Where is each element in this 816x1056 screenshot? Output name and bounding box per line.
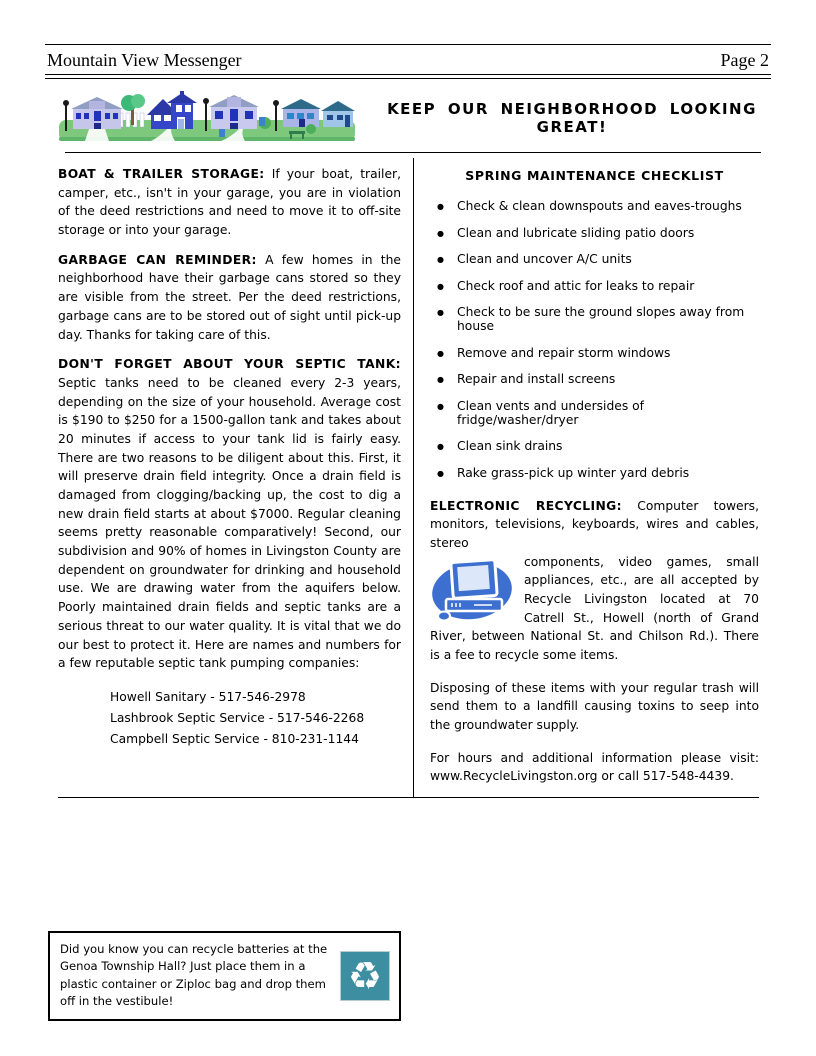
right-column (414, 158, 759, 797)
checklist-item: ● Clean and lubricate sliding patio doors (430, 226, 759, 240)
section-heading: BOAT & TRAILER STORAGE: (58, 167, 265, 181)
computer-icon (430, 555, 514, 623)
checklist-item: ● Rake grass-pick up winter yard debris (430, 466, 759, 480)
section-body-intro: Computer towers, monitors, televisions, keyboards, wires and cables, stereo (430, 498, 759, 550)
recycle-icon (340, 951, 390, 1001)
spring-maintenance-checklist (430, 199, 759, 480)
section-body: If your boat, trailer, camper, etc., isn't in your garage, you are in violation of the deed restrictions and need to move it to off-site storage or into your garage. (58, 167, 402, 238)
neighborhood-houses-illustration (59, 91, 355, 145)
masthead (45, 44, 771, 79)
checklist-item: ● Check roof and attic for leaks to repair (430, 279, 759, 293)
main-columns (58, 158, 759, 798)
banner (59, 91, 765, 145)
section-electronic-recycling (430, 497, 759, 787)
section-heading: GARBAGE CAN REMINDER: (58, 252, 257, 267)
section-heading: ELECTRONIC RECYCLING: (430, 498, 622, 513)
checklist-title: SPRING MAINTENANCE CHECKLIST (465, 168, 724, 183)
checklist-item: ● Remove and repair storm windows (430, 346, 759, 360)
recycling-paragraph-3: For hours and additional information please visit: www.RecycleLivingston.org or call 517-548-4439. (430, 750, 759, 784)
masthead-double-rule (45, 74, 771, 79)
battery-recycling-text: Did you know you can recycle batteries at the Genoa Township Hall? Just place them in a plastic container or Ziploc bag and drop them off in the vestibule! (60, 942, 328, 1009)
newsletter-title: Mountain View Messenger (47, 50, 242, 70)
septic-company: Campbell Septic Service - 810-231-1144 (110, 731, 359, 746)
checklist-item: ● Clean vents and undersides of fridge/washer/dryer (430, 399, 759, 427)
section-body: Septic tanks need to be cleaned every 2-3 years, depending on the size of your household. Average cost is $190 to $250 for a 1500-gallon tank and takes about 20 minutes if access to your tank lid is fairly easy. There are two reasons to be diligent about this. First, it will preserve drain field integrity. Once a drain field is damaged from clogging/backing up, the cost to dig a new drain field starts at about $7000. Regular cleaning seems pretty reasonable comparatively! Second, our subdivision and 90% of homes in Livingston County are dependent on groundwater for drinking and household use. We are drawing water from the aquifers below. Poorly maintained drain fields and septic tanks are a serious threat to our water quality. It is vital that we do our best to protect it. Here are names and numbers for a few reputable septic tank pumping companies: (58, 375, 401, 671)
checklist-item: ● Clean sink drains (430, 439, 759, 453)
section-body: A few homes in the neighborhood have their garbage cans stored so they are visible from the street. Per the deed restrictions, garbage cans are to be stored out of sight until pick-up day. Thanks for taking care of this. (58, 252, 401, 342)
section-heading: DON'T FORGET ABOUT YOUR SEPTIC TANK: (58, 357, 401, 372)
banner-title: KEEP OUR NEIGHBORHOOD LOOKING GREAT! (387, 100, 757, 136)
section-septic-tank (58, 355, 401, 673)
section-body-wrap: components, video games, small appliances, etc., are all accepted by Recycle Livingston located at 70 Catrell St., Howell (north of Grand River, between National St. and Chilson Rd.). There is a fee to recycle some items. (430, 554, 759, 662)
checklist-item: ● Check & clean downspouts and eaves-troughs (430, 199, 759, 213)
battery-recycling-box (48, 931, 401, 1021)
checklist-item: ● Check to be sure the ground slopes away from house (430, 305, 759, 333)
recycle-symbol: ♻ (347, 953, 383, 998)
checklist-item: ● Clean and uncover A/C units (430, 252, 759, 266)
section-garbage-can (58, 251, 401, 344)
page-number: Page 2 (720, 50, 769, 70)
septic-company-list (110, 687, 401, 750)
checklist-item: ● Repair and install screens (430, 372, 759, 386)
recycling-paragraph-2: Disposing of these items with your regular trash will send them to a landfill causing toxins to seep into the groundwater supply. (430, 680, 759, 733)
left-column (58, 158, 401, 797)
section-boat-trailer (58, 165, 401, 240)
septic-company: Howell Sanitary - 517-546-2978 (110, 689, 306, 704)
septic-company: Lashbrook Septic Service - 517-546-2268 (110, 710, 365, 725)
banner-rule (65, 152, 761, 153)
